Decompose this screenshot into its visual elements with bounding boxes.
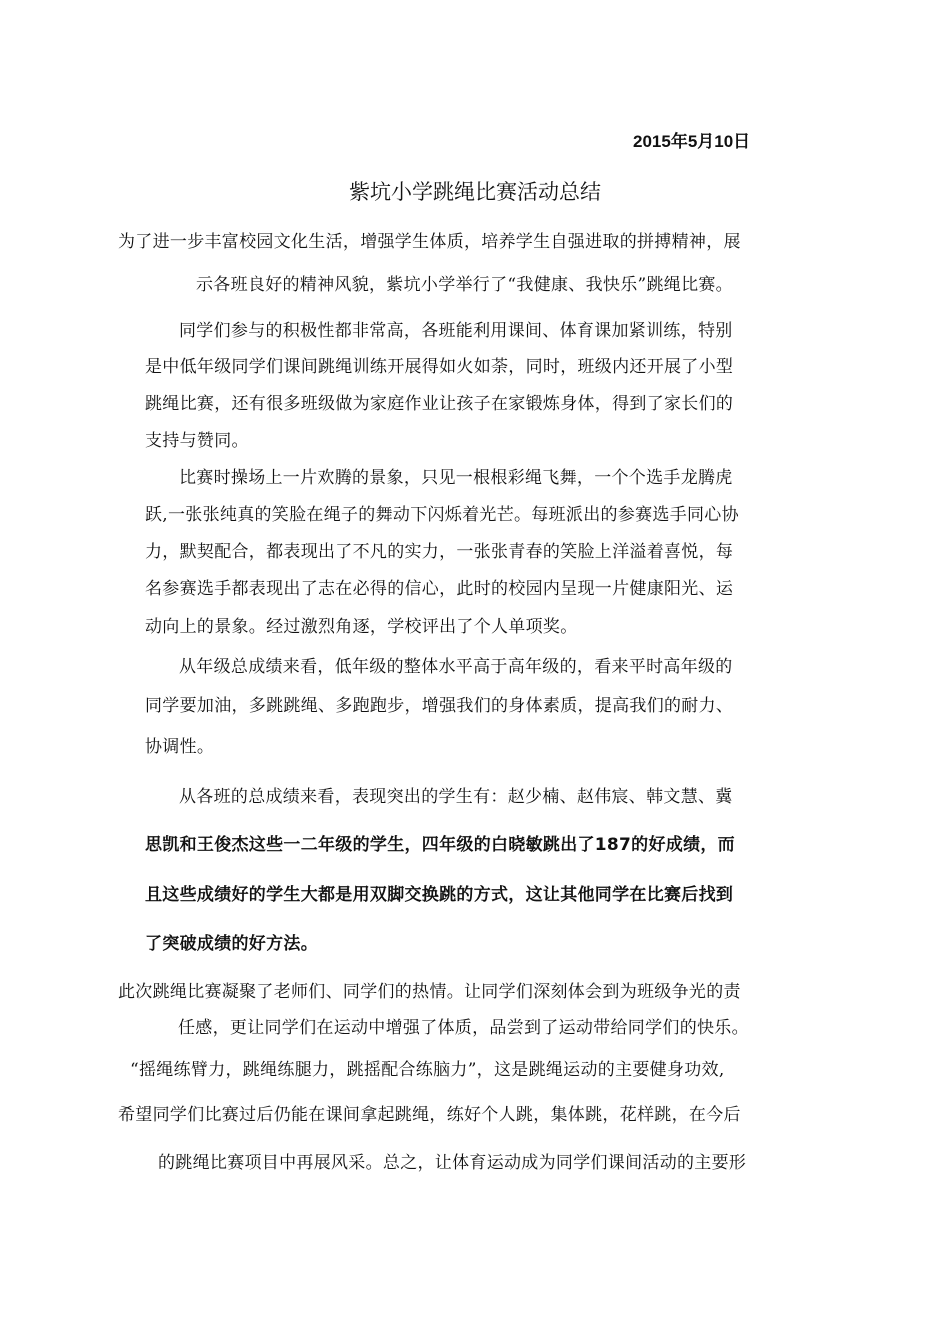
paragraph-line: 从各班的总成绩来看，表现突出的学生有：赵少楠、赵伟宸、韩文慧、冀 <box>179 787 733 807</box>
paragraph-line: 是中低年级同学们课间跳绳训练开展得如火如荼，同时，班级内还开展了小型 <box>145 357 734 377</box>
paragraph-line: 为了进一步丰富校园文化生活，增强学生体质，培养学生自强进取的拼搏精神，展 <box>118 232 741 252</box>
paragraph-line: 协调性。 <box>145 737 215 757</box>
paragraph-line: 希望同学们比赛过后仍能在课间拿起跳绳，练好个人跳，集体跳，花样跳，在今后 <box>118 1105 741 1125</box>
paragraph-line: “摇绳练臂力，跳绳练腿力，跳摇配合练脑力”，这是跳绳运动的主要健身功效, <box>130 1060 725 1080</box>
paragraph-line: 且这些成绩好的学生大都是用双脚交换跳的方式，这让其他同学在比赛后找到 <box>145 885 734 905</box>
paragraph-line: 了突破成绩的好方法。 <box>145 934 318 954</box>
paragraph-line: 力，默契配合，都表现出了不凡的实力，一张张青春的笑脸上洋溢着喜悦，每 <box>145 542 734 562</box>
paragraph-line: 跃,一张张纯真的笑脸在绳子的舞动下闪烁着光芒。每班派出的参赛选手同心协 <box>145 505 739 525</box>
paragraph-line: 思凯和王俊杰这些一二年级的学生，四年级的白晓敏跳出了187的好成绩，而 <box>145 835 735 855</box>
document-date: 2015年5月10日 <box>633 132 751 151</box>
paragraph-line: 支持与赞同。 <box>145 431 249 451</box>
paragraph-line: 名参赛选手都表现出了志在必得的信心，此时的校园内呈现一片健康阳光、运 <box>145 579 734 599</box>
document-title: 紫坑小学跳绳比赛活动总结 <box>349 180 601 204</box>
paragraph-line: 跳绳比赛，还有很多班级做为家庭作业让孩子在家锻炼身体，得到了家长们的 <box>145 394 734 414</box>
paragraph-line: 示各班良好的精神风貌，紫坑小学举行了“我健康、我快乐”跳绳比赛。 <box>196 275 733 295</box>
paragraph-line: 同学们参与的积极性都非常高，各班能利用课间、体育课加紧训练，特别 <box>179 321 733 341</box>
paragraph-line: 从年级总成绩来看，低年级的整体水平高于高年级的，看来平时高年级的 <box>179 657 733 677</box>
paragraph-line: 任感，更让同学们在运动中增强了体质，品尝到了运动带给同学们的快乐。 <box>178 1018 749 1038</box>
paragraph-line: 动向上的景象。经过激烈角逐，学校评出了个人单项奖。 <box>145 617 578 637</box>
paragraph-line: 比赛时操场上一片欢腾的景象，只见一根根彩绳飞舞，一个个选手龙腾虎 <box>179 468 733 488</box>
paragraph-line: 同学要加油，多跳跳绳、多跑跑步，增强我们的身体素质，提高我们的耐力、 <box>145 696 734 716</box>
paragraph-line: 此次跳绳比赛凝聚了老师们、同学们的热情。让同学们深刻体会到为班级争光的责 <box>118 982 741 1002</box>
paragraph-line: 的跳绳比赛项目中再展风采。总之，让体育运动成为同学们课间活动的主要形 <box>158 1153 747 1173</box>
